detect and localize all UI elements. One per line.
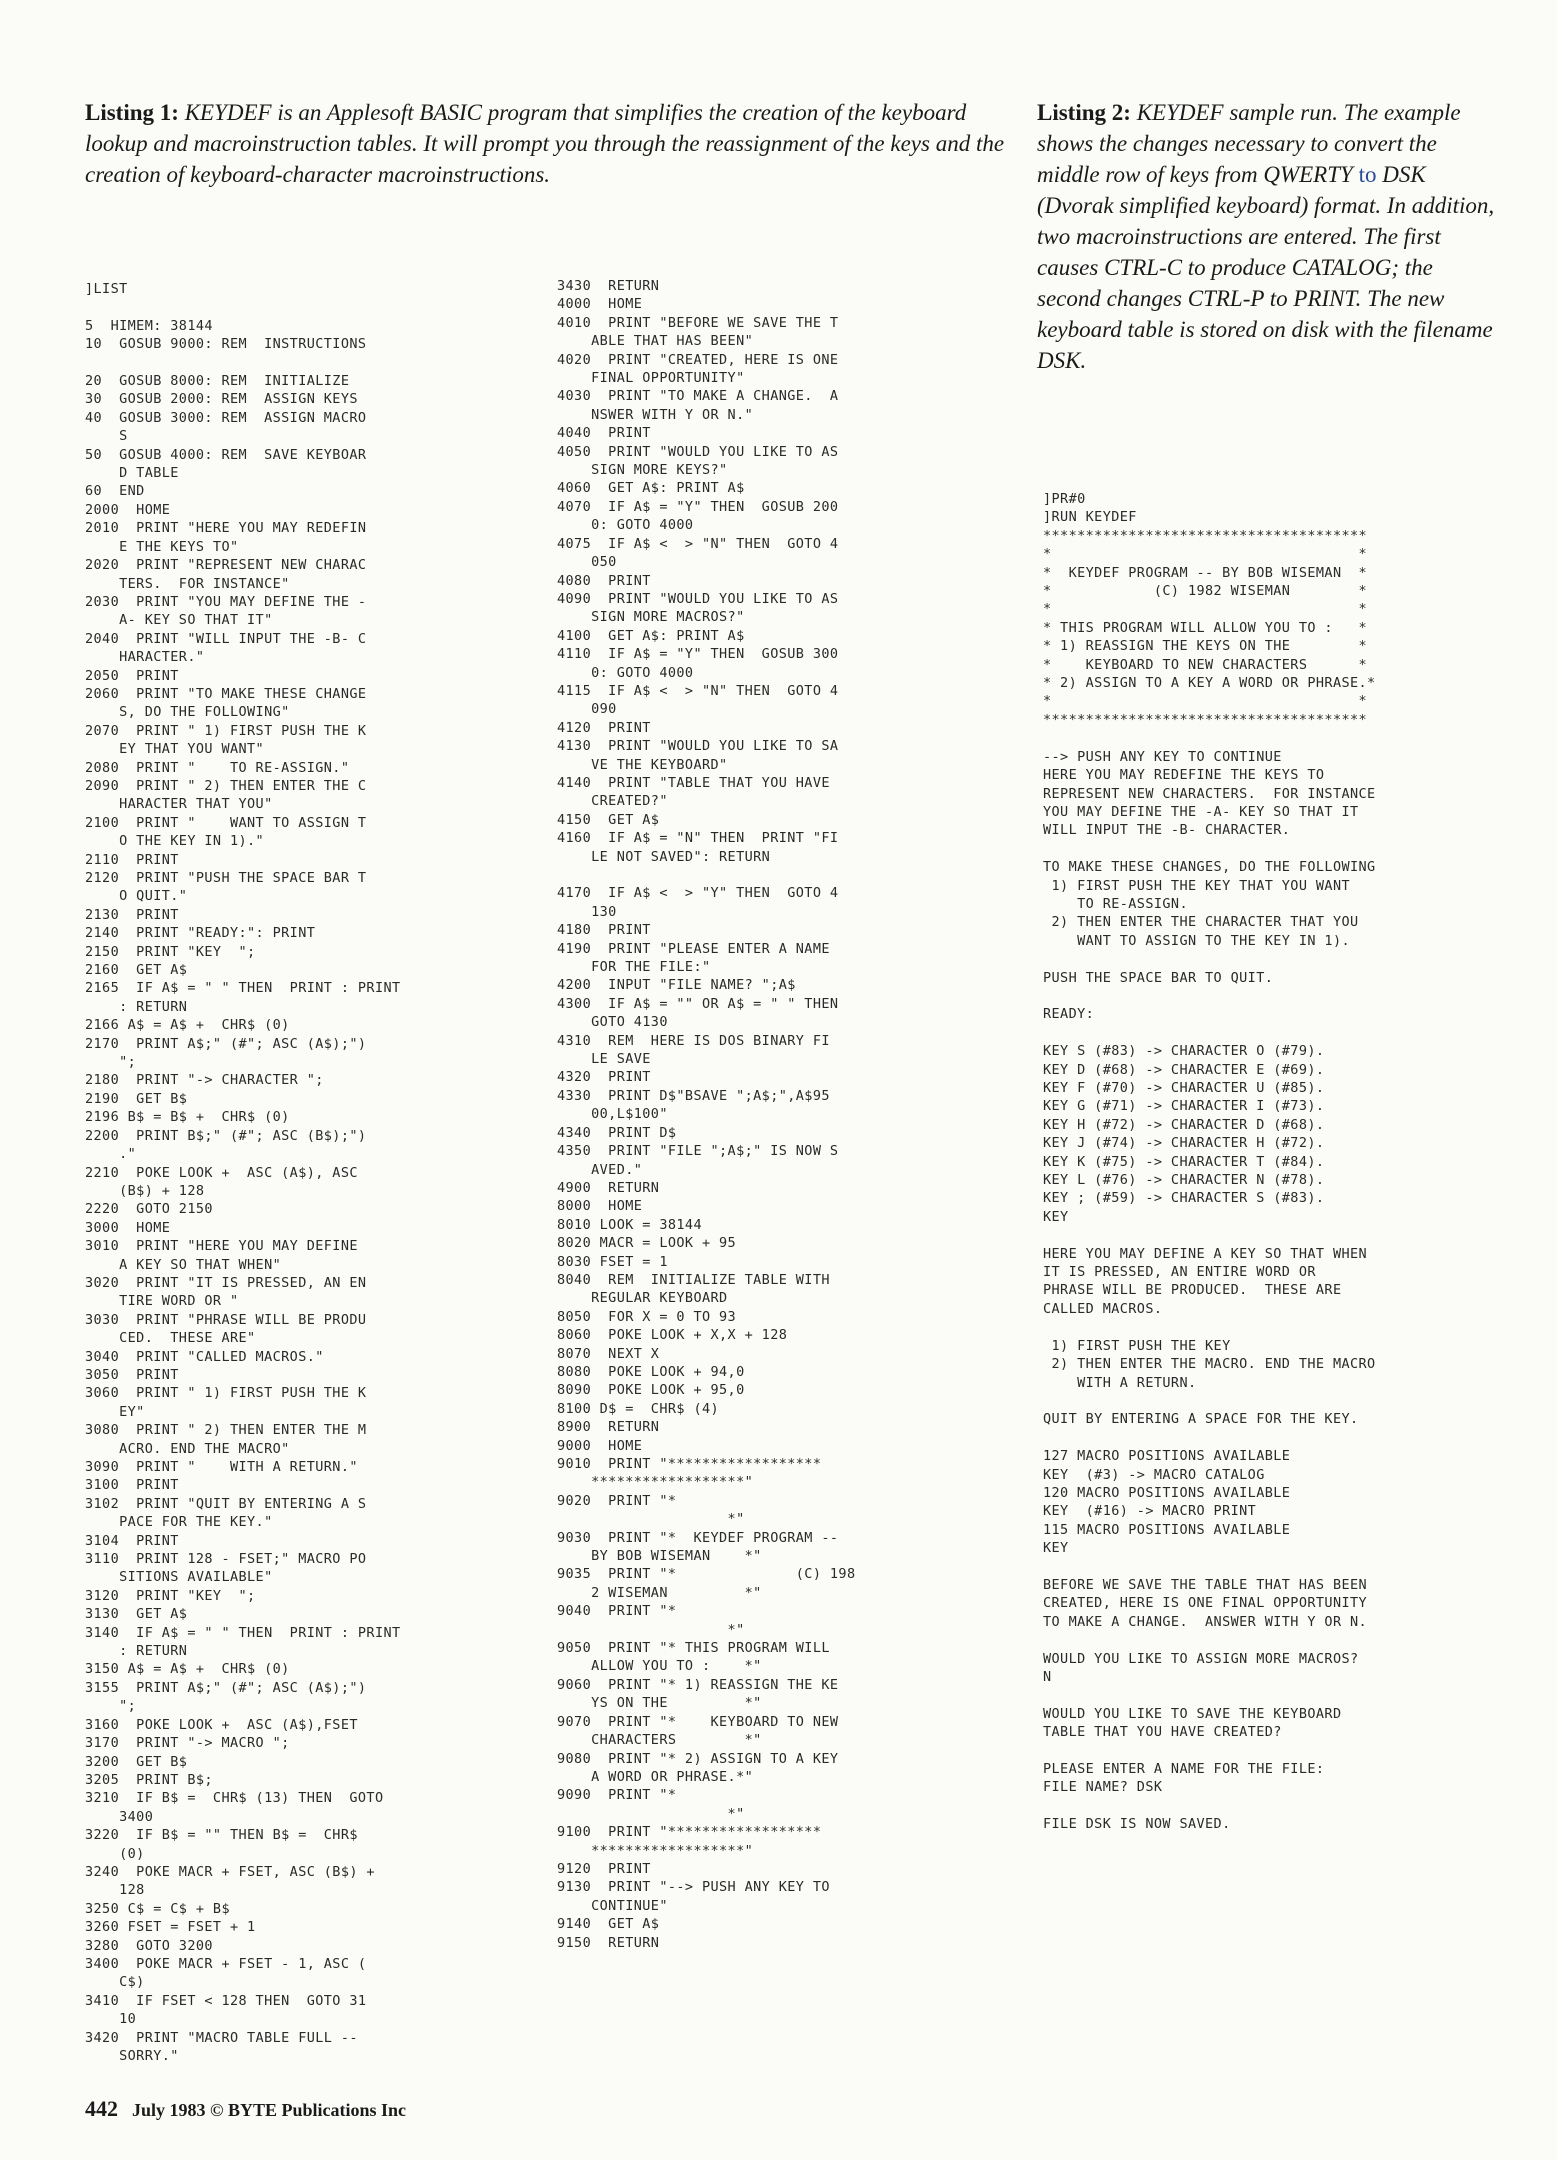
listing2-caption-text-pre: KEYDEF sample run. The example shows the changes necessary to convert the middle row of keys from QWERTY — [1037, 100, 1461, 187]
listing2-caption-text-post: DSK (Dvorak simplified keyboard) format. In addition, two macroinstructions are entered. The first causes CTRL-C to produce CATALOG; the second changes CTRL-P to PRINT. The new keyboard table is stored on disk with the filename DSK. — [1037, 162, 1495, 373]
listing2-sample-run: ]PR#0 ]RUN KEYDEF ************************************** * * * KEYDEF PROGRAM -- BY BOB WISEMAN * * (C) 1982 WISEMAN * * * * THIS PROGRAM WILL ALLOW YOU TO : * * 1) REASSIGN THE KEYS ON THE * * KEYBOARD TO NEW CHARACTERS * * 2) ASSIGN TO A KEY A WORD OR PHRASE.* * * ************************************** --> PUSH ANY KEY TO CONTINUE HERE YOU MAY REDEFINE THE KEYS TO REPRESENT NEW CHARACTERS. FOR INSTANCE YOU MAY DEFINE THE -A- KEY SO THAT IT WILL INPUT THE -B- CHARACTER. TO MAKE THESE CHANGES, DO THE FOLLOWING 1) FIRST PUSH THE KEY THAT YOU WANT TO RE-ASSIGN. 2) THEN ENTER THE CHARACTER THAT YOU WANT TO ASSIGN TO THE KEY IN 1). PUSH THE SPACE BAR TO QUIT. READY: KEY S (#83) -> CHARACTER O (#79). KEY D (#68) -> CHARACTER E (#69). KEY F (#70) -> CHARACTER U (#85). KEY G (#71) -> CHARACTER I (#73). KEY H (#72) -> CHARACTER D (#68). KEY J (#74) -> CHARACTER H (#72). KEY K (#75) -> CHARACTER T (#84). KEY L (#76) -> CHARACTER N (#78). KEY ; (#59) -> CHARACTER S (#83). KEY HERE YOU MAY DEFINE A KEY SO THAT WHEN IT IS PRESSED, AN ENTIRE WORD OR PHRASE WILL BE PRODUCED. THESE ARE CALLED MACROS. 1) FIRST PUSH THE KEY 2) THEN ENTER THE MACRO. END THE MACRO WITH A RETURN. QUIT BY ENTERING A SPACE FOR THE KEY. 127 MACRO POSITIONS AVAILABLE KEY (#3) -> MACRO CATALOG 120 MACRO POSITIONS AVAILABLE KEY (#16) -> MACRO PRINT 115 MACRO POSITIONS AVAILABLE KEY BEFORE WE SAVE THE TABLE THAT HAS BEEN CREATED, HERE IS ONE FINAL OPPORTUNITY TO MAKE A CHANGE. ANSWER WITH Y OR N. WOULD YOU LIKE TO ASSIGN MORE MACROS? N WOULD YOU LIKE TO SAVE THE KEYBOARD TABLE THAT YOU HAVE CREATED? PLEASE ENTER A NAME FOR THE FILE: FILE NAME? DSK FILE DSK IS NOW SAVED. — [1043, 491, 1376, 1833]
listing1-label: Listing 1: — [85, 100, 179, 125]
listing2-caption-text-highlight: to — [1358, 162, 1377, 187]
footer-text: July 1983 © BYTE Publications Inc — [132, 2100, 406, 2120]
page-footer — [85, 2096, 406, 2122]
listing1-code-column-2: 3430 RETURN 4000 HOME 4010 PRINT "BEFORE WE SAVE THE T ABLE THAT HAS BEEN" 4020 PRINT "CREATED, HERE IS ONE FINAL OPPORTUNITY" 4030 PRINT "TO MAKE A CHANGE. A NSWER WITH Y OR N." 4040 PRINT 4050 PRINT "WOULD YOU LIKE TO AS SIGN MORE KEYS?" 4060 GET A$: PRINT A$ 4070 IF A$ = "Y" THEN GOSUB 200 0: GOTO 4000 4075 IF A$ < > "N" THEN GOTO 4 050 4080 PRINT 4090 PRINT "WOULD YOU LIKE TO AS SIGN MORE MACROS?" 4100 GET A$: PRINT A$ 4110 IF A$ = "Y" THEN GOSUB 300 0: GOTO 4000 4115 IF A$ < > "N" THEN GOTO 4 090 4120 PRINT 4130 PRINT "WOULD YOU LIKE TO SA VE THE KEYBOARD" 4140 PRINT "TABLE THAT YOU HAVE CREATED?" 4150 GET A$ 4160 IF A$ = "N" THEN PRINT "FI LE NOT SAVED": RETURN 4170 IF A$ < > "Y" THEN GOTO 4 130 4180 PRINT 4190 PRINT "PLEASE ENTER A NAME FOR THE FILE:" 4200 INPUT "FILE NAME? ";A$ 4300 IF A$ = "" OR A$ = " " THEN GOTO 4130 4310 REM HERE IS DOS BINARY FI LE SAVE 4320 PRINT 4330 PRINT D$"BSAVE ";A$;",A$95 00,L$100" 4340 PRINT D$ 4350 PRINT "FILE ";A$;" IS NOW S AVED." 4900 RETURN 8000 HOME 8010 LOOK = 38144 8020 MACR = LOOK + 95 8030 FSET = 1 8040 REM INITIALIZE TABLE WITH REGULAR KEYBOARD 8050 FOR X = 0 TO 93 8060 POKE LOOK + X,X + 128 8070 NEXT X 8080 POKE LOOK + 94,0 8090 POKE LOOK + 95,0 8100 D$ = CHR$ (4) 8900 RETURN 9000 HOME 9010 PRINT "****************** ******************" 9020 PRINT "* *" 9030 PRINT "* KEYDEF PROGRAM -- BY BOB WISEMAN *" 9035 PRINT "* (C) 198 2 WISEMAN *" 9040 PRINT "* *" 9050 PRINT "* THIS PROGRAM WILL ALLOW YOU TO : *" 9060 PRINT "* 1) REASSIGN THE KE YS ON THE *" 9070 PRINT "* KEYBOARD TO NEW CHARACTERS *" 9080 PRINT "* 2) ASSIGN TO A KEY A WORD OR PHRASE.*" 9090 PRINT "* *" 9100 PRINT "****************** ******************" 9120 PRINT 9130 PRINT "--> PUSH ANY KEY TO CONTINUE" 9140 GET A$ 9150 RETURN — [557, 278, 856, 1951]
listing1-caption-text: KEYDEF is an Applesoft BASIC program that simplifies the creation of the keyboard lookup and macroinstruction tables. It will prompt you through the reassignment of the keys and the creation of keyboard-character macroinstructions. — [85, 100, 1005, 187]
listing1-code-column-1: ]LIST 5 HIMEM: 38144 10 GOSUB 9000: REM INSTRUCTIONS 20 GOSUB 8000: REM INITIALIZE 30 GOSUB 2000: REM ASSIGN KEYS 40 GOSUB 3000: REM ASSIGN MACRO S 50 GOSUB 4000: REM SAVE KEYBOAR D TABLE 60 END 2000 HOME 2010 PRINT "HERE YOU MAY REDEFIN E THE KEYS TO" 2020 PRINT "REPRESENT NEW CHARAC TERS. FOR INSTANCE" 2030 PRINT "YOU MAY DEFINE THE - A- KEY SO THAT IT" 2040 PRINT "WILL INPUT THE -B- C HARACTER." 2050 PRINT 2060 PRINT "TO MAKE THESE CHANGE S, DO THE FOLLOWING" 2070 PRINT " 1) FIRST PUSH THE K EY THAT YOU WANT" 2080 PRINT " TO RE-ASSIGN." 2090 PRINT " 2) THEN ENTER THE C HARACTER THAT YOU" 2100 PRINT " WANT TO ASSIGN T O THE KEY IN 1)." 2110 PRINT 2120 PRINT "PUSH THE SPACE BAR T O QUIT." 2130 PRINT 2140 PRINT "READY:": PRINT 2150 PRINT "KEY "; 2160 GET A$ 2165 IF A$ = " " THEN PRINT : PRINT : RETURN 2166 A$ = A$ + CHR$ (0) 2170 PRINT A$;" (#"; ASC (A$);") "; 2180 PRINT "-> CHARACTER "; 2190 GET B$ 2196 B$ = B$ + CHR$ (0) 2200 PRINT B$;" (#"; ASC (B$);") ." 2210 POKE LOOK + ASC (A$), ASC (B$) + 128 2220 GOTO 2150 3000 HOME 3010 PRINT "HERE YOU MAY DEFINE A KEY SO THAT WHEN" 3020 PRINT "IT IS PRESSED, AN EN TIRE WORD OR " 3030 PRINT "PHRASE WILL BE PRODU CED. THESE ARE" 3040 PRINT "CALLED MACROS." 3050 PRINT 3060 PRINT " 1) FIRST PUSH THE K EY" 3080 PRINT " 2) THEN ENTER THE M ACRO. END THE MACRO" 3090 PRINT " WITH A RETURN." 3100 PRINT 3102 PRINT "QUIT BY ENTERING A S PACE FOR THE KEY." 3104 PRINT 3110 PRINT 128 - FSET;" MACRO PO SITIONS AVAILABLE" 3120 PRINT "KEY "; 3130 GET A$ 3140 IF A$ = " " THEN PRINT : PRINT : RETURN 3150 A$ = A$ + CHR$ (0) 3155 PRINT A$;" (#"; ASC (A$);") "; 3160 POKE LOOK + ASC (A$),FSET 3170 PRINT "-> MACRO "; 3200 GET B$ 3205 PRINT B$; 3210 IF B$ = CHR$ (13) THEN GOTO 3400 3220 IF B$ = "" THEN B$ = CHR$ (0) 3240 POKE MACR + FSET, ASC (B$) + 128 3250 C$ = C$ + B$ 3260 FSET = FSET + 1 3280 GOTO 3200 3400 POKE MACR + FSET - 1, ASC ( C$) 3410 IF FSET < 128 THEN GOTO 31 10 3420 PRINT "MACRO TABLE FULL -- SORRY." — [85, 281, 401, 2064]
listing1-caption — [85, 97, 1015, 190]
listing2-label: Listing 2: — [1037, 100, 1131, 125]
listing2-caption — [1037, 97, 1497, 376]
page-number: 442 — [85, 2096, 118, 2121]
